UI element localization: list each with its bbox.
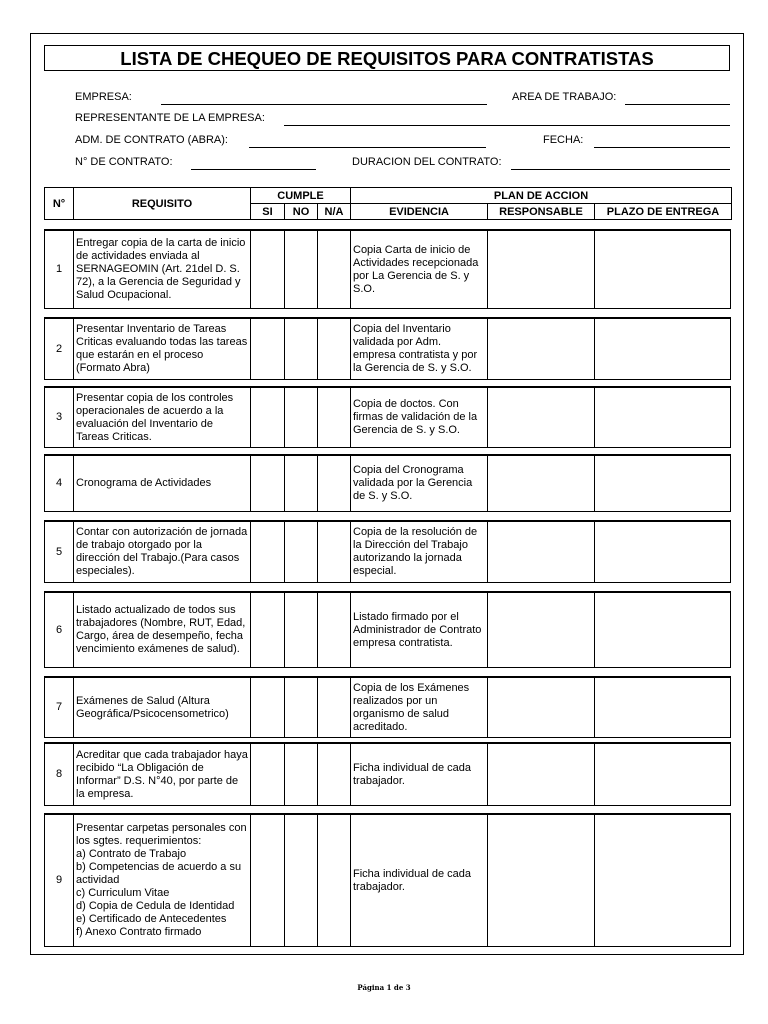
- plazo-field[interactable]: [594, 319, 731, 379]
- row-evidencia: Copia de los Exámenes realizados por un organismo de salud acreditado.: [350, 678, 487, 737]
- header-plan: PLAN DE ACCION: [351, 188, 732, 204]
- table-row: [44, 591, 731, 668]
- duracion-line: [511, 169, 730, 170]
- checkbox-na[interactable]: [317, 678, 350, 737]
- page-number: Página 1 de 3: [357, 983, 411, 992]
- row-number: 1: [44, 231, 73, 308]
- table-row: [44, 229, 731, 309]
- empresa-label: EMPRESA:: [75, 91, 132, 103]
- checkbox-na[interactable]: [317, 744, 350, 805]
- row-evidencia: Ficha individual de cada trabajador.: [350, 815, 487, 946]
- checkbox-si[interactable]: [250, 388, 284, 447]
- checkbox-no[interactable]: [284, 815, 317, 946]
- representante-label: REPRESENTANTE DE LA EMPRESA:: [75, 112, 265, 124]
- responsable-field[interactable]: [487, 678, 594, 737]
- table-row: [44, 813, 731, 947]
- header-evidencia: EVIDENCIA: [351, 204, 488, 220]
- row-requisito: Presentar copia de los controles operacionales de acuerdo a la evaluación del Inventario de Tareas Criticas.: [73, 388, 250, 447]
- header-no: NO: [285, 204, 318, 220]
- responsable-field[interactable]: [487, 388, 594, 447]
- checkbox-na[interactable]: [317, 319, 350, 379]
- header-num: N°: [45, 188, 74, 220]
- row-evidencia: Listado firmado por el Administrador de Contrato empresa contratista.: [350, 593, 487, 667]
- header-plazo: PLAZO DE ENTREGA: [595, 204, 732, 220]
- row-requisito: Presentar Inventario de Tareas Criticas evaluando todas las tareas que estarán en el proceso (Formato Abra): [73, 319, 250, 379]
- checkbox-no[interactable]: [284, 456, 317, 511]
- responsable-field[interactable]: [487, 744, 594, 805]
- checkbox-na[interactable]: [317, 231, 350, 308]
- area-line: [625, 104, 730, 105]
- row-requisito: Contar con autorización de jornada de trabajo otorgado por la dirección del Trabajo.(Para casos especiales).: [73, 522, 250, 582]
- table-row: [44, 317, 731, 380]
- row-evidencia: Copia del Cronograma validada por la Gerencia de S. y S.O.: [350, 456, 487, 511]
- table-row: [44, 742, 731, 806]
- n-contrato-line: [191, 169, 316, 170]
- responsable-field[interactable]: [487, 593, 594, 667]
- area-label: AREA DE TRABAJO:: [512, 91, 617, 103]
- plazo-field[interactable]: [594, 744, 731, 805]
- header-responsable: RESPONSABLE: [488, 204, 595, 220]
- fecha-label: FECHA:: [543, 134, 584, 146]
- checkbox-si[interactable]: [250, 522, 284, 582]
- checkbox-no[interactable]: [284, 744, 317, 805]
- row-evidencia: Copia Carta de inicio de Actividades recepcionada por La Gerencia de S. y S.O.: [350, 231, 487, 308]
- plazo-field[interactable]: [594, 231, 731, 308]
- row-requisito: Listado actualizado de todos sus trabajadores (Nombre, RUT, Edad, Cargo, área de desempeño, fecha vencimiento exámenes de salud).: [73, 593, 250, 667]
- row-number: 2: [44, 319, 73, 379]
- checkbox-no[interactable]: [284, 319, 317, 379]
- adm-contrato-label: ADM. DE CONTRATO (ABRA):: [75, 134, 228, 146]
- row-number: 5: [44, 522, 73, 582]
- plazo-field[interactable]: [594, 522, 731, 582]
- table-header: [44, 187, 732, 220]
- plazo-field[interactable]: [594, 388, 731, 447]
- n-contrato-label: N° DE CONTRATO:: [75, 156, 173, 168]
- checkbox-si[interactable]: [250, 593, 284, 667]
- responsable-field[interactable]: [487, 522, 594, 582]
- adm-contrato-line: [249, 147, 486, 148]
- row-evidencia: Copia del Inventario validada por Adm. empresa contratista y por la Gerencia de S. y S.O.: [350, 319, 487, 379]
- representante-line: [284, 125, 730, 126]
- checkbox-na[interactable]: [317, 456, 350, 511]
- empresa-line: [161, 104, 487, 105]
- row-number: 4: [44, 456, 73, 511]
- checkbox-si[interactable]: [250, 231, 284, 308]
- responsable-field[interactable]: [487, 456, 594, 511]
- checkbox-no[interactable]: [284, 231, 317, 308]
- checkbox-si[interactable]: [250, 678, 284, 737]
- plazo-field[interactable]: [594, 593, 731, 667]
- checkbox-na[interactable]: [317, 593, 350, 667]
- responsable-field[interactable]: [487, 319, 594, 379]
- document-title: LISTA DE CHEQUEO DE REQUISITOS PARA CONTRATISTAS: [44, 45, 730, 71]
- checkbox-si[interactable]: [250, 815, 284, 946]
- checkbox-no[interactable]: [284, 593, 317, 667]
- checkbox-na[interactable]: [317, 388, 350, 447]
- checkbox-no[interactable]: [284, 678, 317, 737]
- row-number: 6: [44, 593, 73, 667]
- checkbox-na[interactable]: [317, 815, 350, 946]
- header-cumple: CUMPLE: [251, 188, 351, 204]
- header-requisito: REQUISITO: [74, 188, 251, 220]
- row-number: 8: [44, 744, 73, 805]
- table-row: [44, 454, 731, 512]
- plazo-field[interactable]: [594, 815, 731, 946]
- checkbox-no[interactable]: [284, 388, 317, 447]
- checkbox-si[interactable]: [250, 319, 284, 379]
- plazo-field[interactable]: [594, 456, 731, 511]
- fecha-line: [594, 147, 730, 148]
- checkbox-na[interactable]: [317, 522, 350, 582]
- checkbox-no[interactable]: [284, 522, 317, 582]
- table-row: [44, 386, 731, 448]
- row-requisito: Entregar copia de la carta de inicio de actividades enviada al SERNAGEOMIN (Art. 21del D. S. 72), a la Gerencia de Seguridad y Salud Ocupacional.: [73, 231, 250, 308]
- row-requisito: Acreditar que cada trabajador haya recibido “La Obligación de Informar” D.S. N°40, por parte de la empresa.: [73, 744, 250, 805]
- responsable-field[interactable]: [487, 231, 594, 308]
- row-evidencia: Copia de doctos. Con firmas de validación de la Gerencia de S. y S.O.: [350, 388, 487, 447]
- checkbox-si[interactable]: [250, 744, 284, 805]
- table-row: [44, 676, 731, 738]
- row-requisito: Presentar carpetas personales con los sgtes. requerimientos: a) Contrato de Trabajo b) Competencias de acuerdo a su actividad c) Curriculum Vitae d) Copia de Cedula de Identidad e) Certificado de Antecedentes f) Anexo Contrato firmado: [73, 815, 250, 946]
- row-requisito: Cronograma de Actividades: [73, 456, 250, 511]
- row-requisito: Exámenes de Salud (Altura Geográfica/Psicocensometrico): [73, 678, 250, 737]
- row-evidencia: Copia de la resolución de la Dirección del Trabajo autorizando la jornada especial.: [350, 522, 487, 582]
- plazo-field[interactable]: [594, 678, 731, 737]
- duracion-label: DURACION DEL CONTRATO:: [352, 156, 502, 168]
- checkbox-si[interactable]: [250, 456, 284, 511]
- table-row: [44, 520, 731, 583]
- row-evidencia: Ficha individual de cada trabajador.: [350, 744, 487, 805]
- row-number: 9: [44, 815, 73, 946]
- responsable-field[interactable]: [487, 815, 594, 946]
- row-number: 3: [44, 388, 73, 447]
- header-na: N/A: [318, 204, 351, 220]
- header-si: SI: [251, 204, 285, 220]
- row-number: 7: [44, 678, 73, 737]
